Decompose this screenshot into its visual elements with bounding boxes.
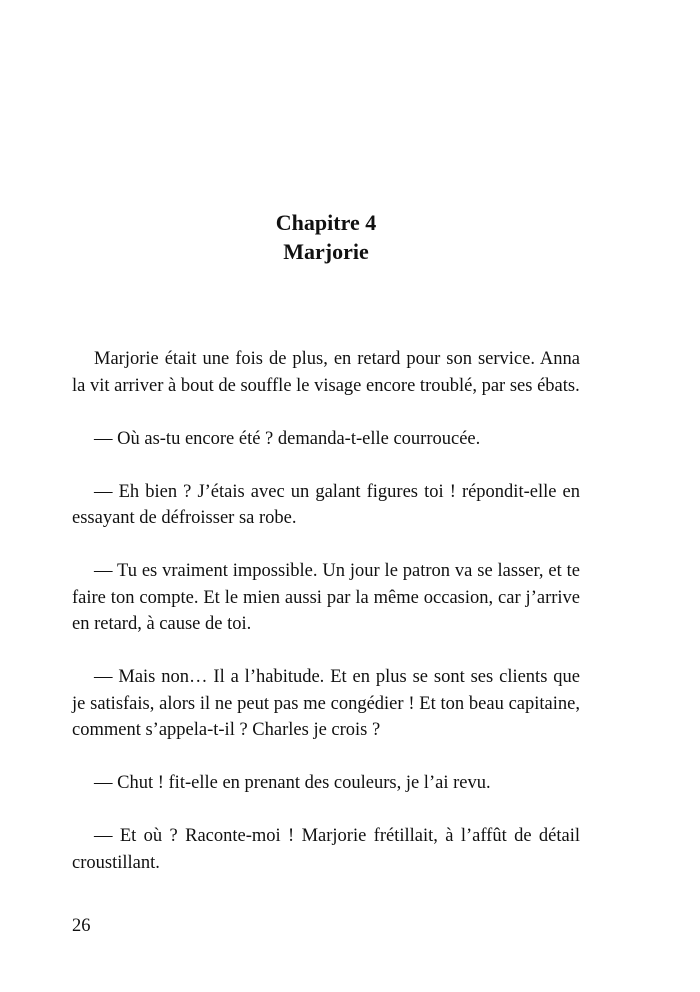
paragraph: — Tu es vraiment impossible. Un jour le patron va se lasser, et te faire ton compte. Et le mien aussi par la même occasion, car j’arrive en retard, à cause de toi. [72,561,580,634]
body-text [72,346,580,876]
paragraph: — Eh bien ? J’étais avec un galant figures toi ! répondit-elle en essayant de défroisser sa robe. [72,481,580,528]
paragraph: — Chut ! fit-elle en prenant des couleurs, je l’ai revu. [94,773,491,793]
paragraph: Marjorie était une fois de plus, en retard pour son service. Anna la vit arriver à bout de souffle le visage encore troublé, par ses ébats. [72,349,580,396]
paragraph: — Mais non… Il a l’habitude. Et en plus se sont ses clients que je satisfais, alors il ne peut pas me congédier ! Et ton beau capitaine, comment s’appela-t-il ? Charles je crois ? [72,667,580,740]
chapter-heading [0,208,652,266]
chapter-number: Chapitre 4 [275,210,377,235]
chapter-title: Marjorie [283,239,369,264]
paragraph: — Où as-tu encore été ? demanda-t-elle courroucée. [94,428,481,449]
page-number: 26 [72,916,91,936]
paragraph: — Et où ? Raconte-moi ! Marjorie frétillait, à l’affût de détail croustillant. [72,826,580,873]
